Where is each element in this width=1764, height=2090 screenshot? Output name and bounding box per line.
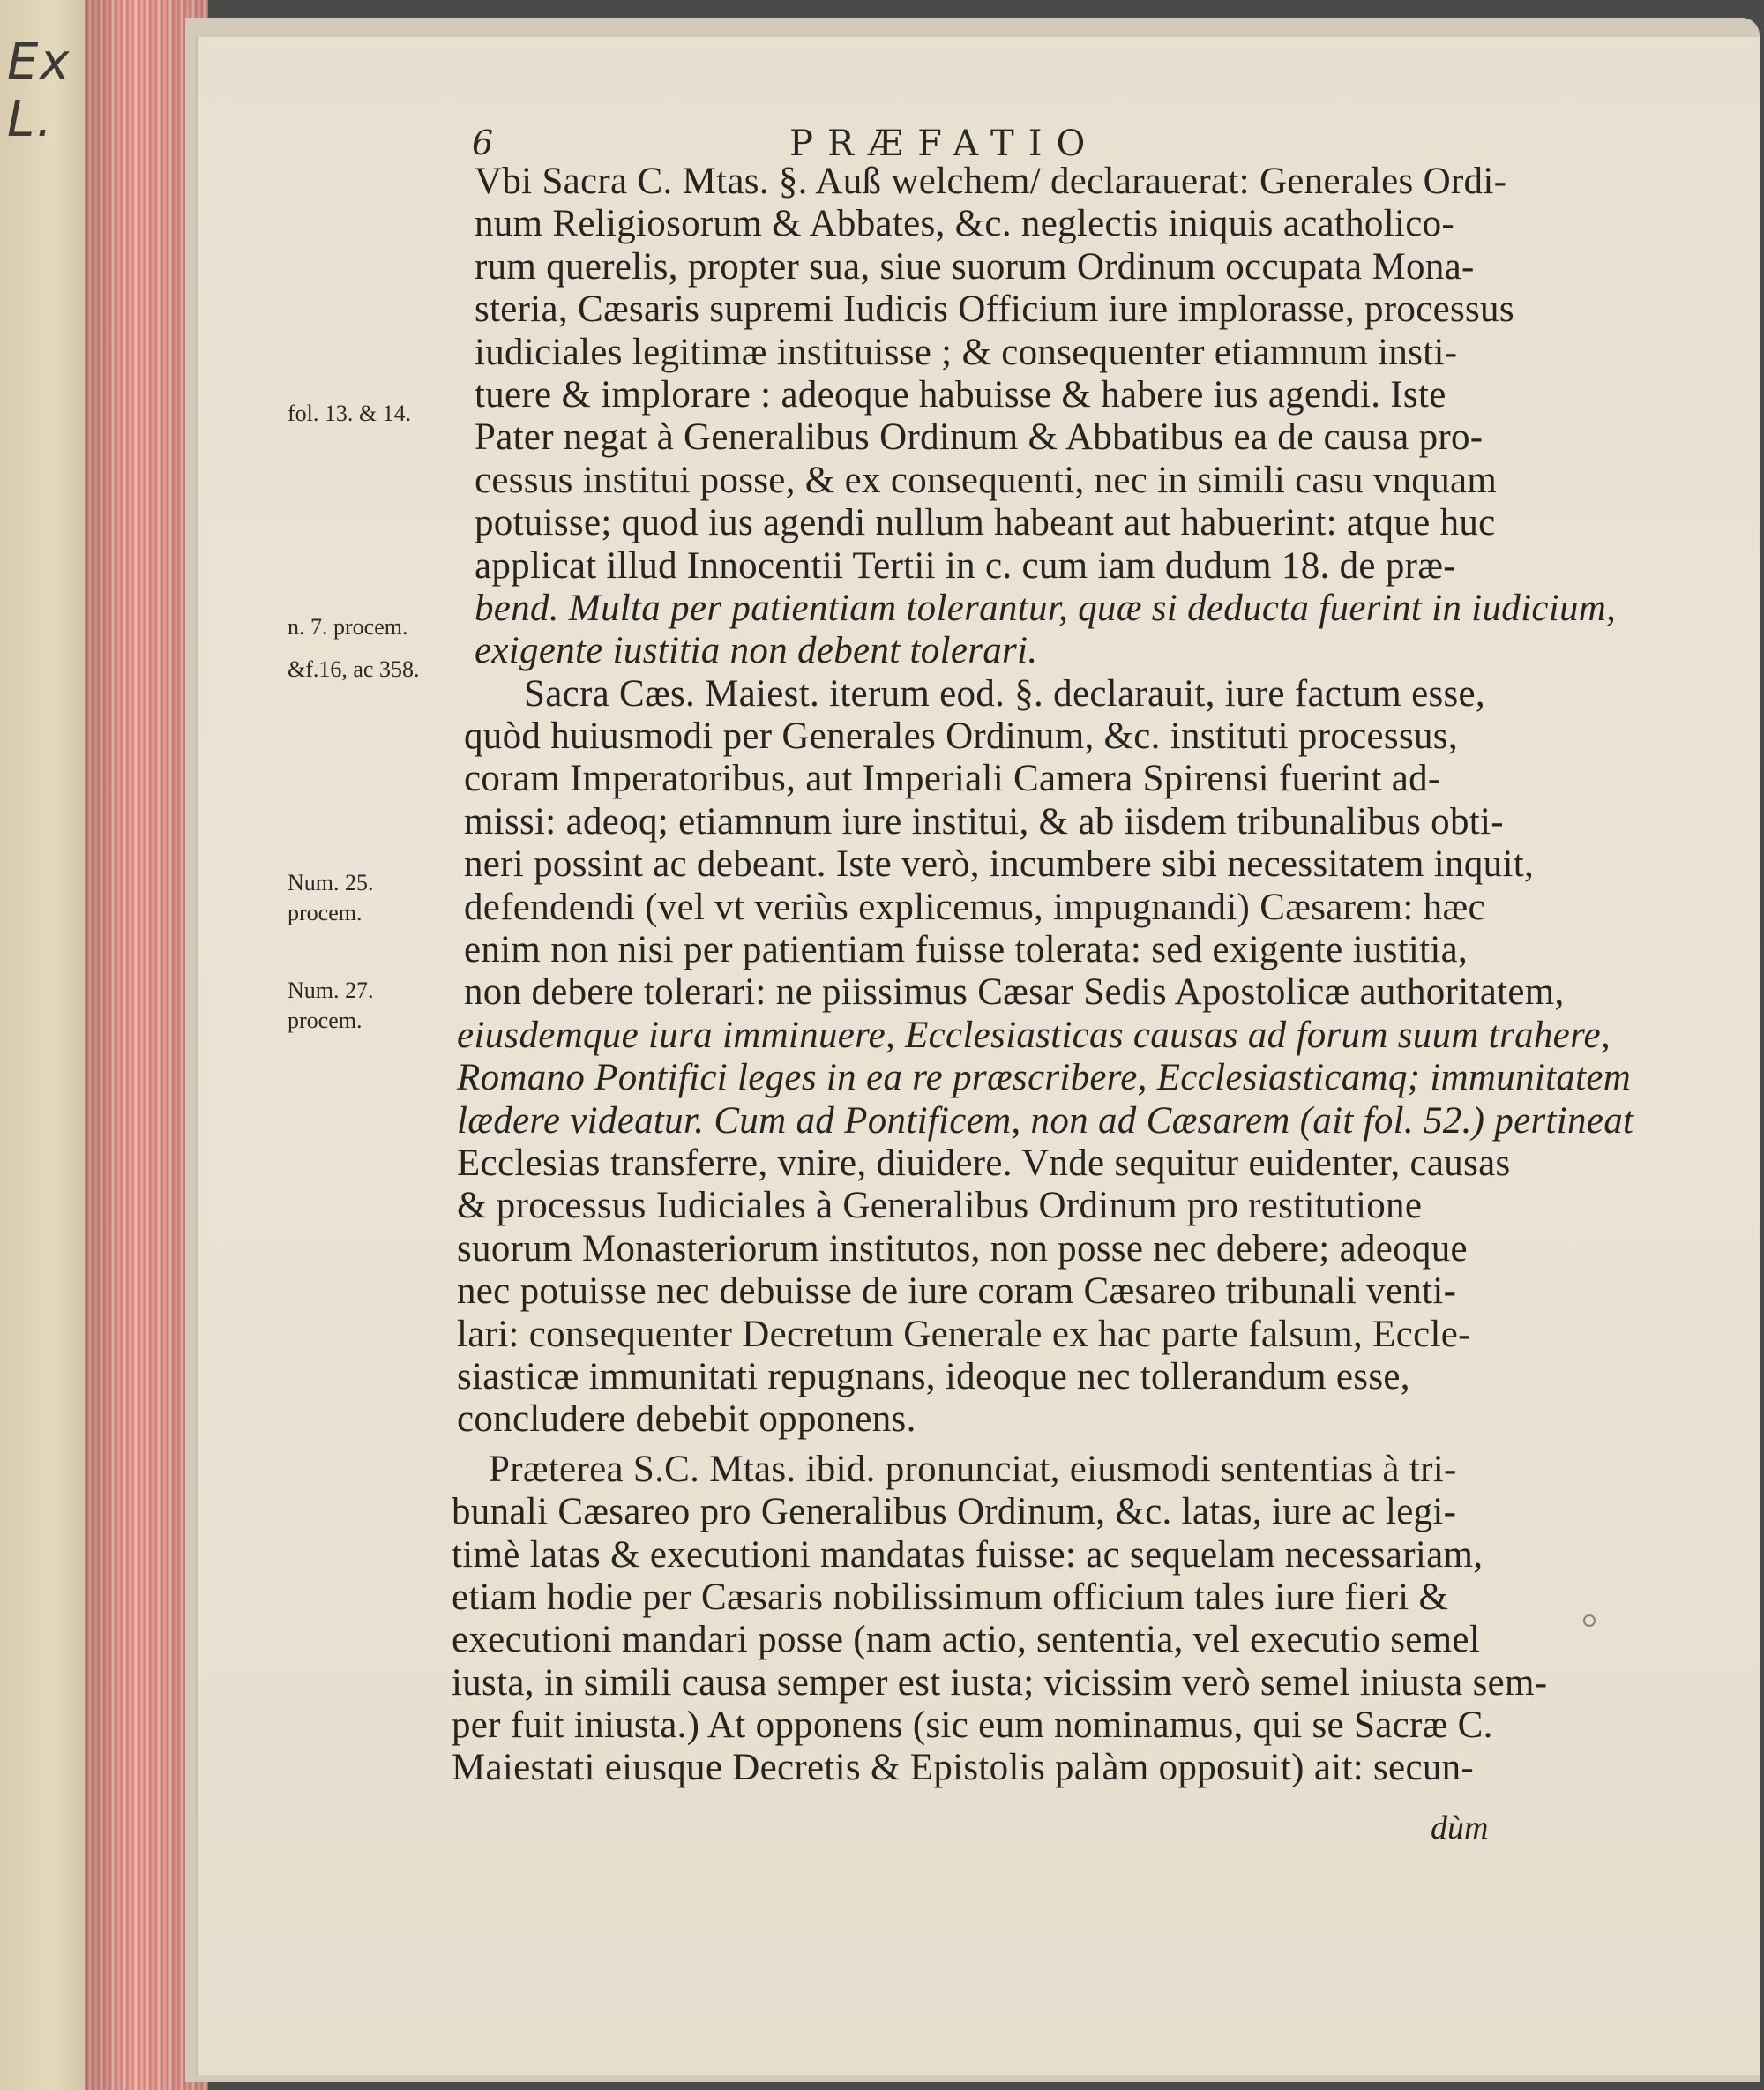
margin-note: Num. 25. [288, 870, 374, 895]
text-line: per fuit iniusta.) At opponens (sic eum nominamus, qui se Sacræ C. [452, 1704, 1493, 1747]
margin-note: Num. 27. [288, 978, 374, 1003]
text-line: nec potuisse nec debuisse de iure coram Cæsareo tribunali venti- [457, 1270, 1457, 1313]
text-line: suorum Monasteriorum institutos, non posse nec debere; adeoque [457, 1227, 1468, 1270]
text-line: applicat illud Innocentii Tertii in c. cum iam dudum 18. de præ- [475, 544, 1456, 587]
text-line: iudiciales legitimæ instituisse ; & consequenter etiamnum insti- [475, 331, 1458, 373]
paper-speck [1583, 1614, 1596, 1627]
text-line: num Religiosorum & Abbates, &c. neglectis iniquis acatholico- [475, 203, 1455, 245]
page-number: 6 [472, 124, 494, 162]
text-line: Maiestati eiusque Decretis & Epistolis palàm opposuit) ait: secun- [452, 1747, 1475, 1789]
margin-note: fol. 13. & 14. [288, 401, 412, 426]
text-line: siasticæ immunitati repugnans, ideoque nec tollerandum esse, [457, 1355, 1410, 1397]
text-line: bunali Cæsareo pro Generalibus Ordinum, &c. latas, iure ac legi- [452, 1491, 1457, 1533]
binding-scrawl: Ex L. [7, 34, 71, 148]
text-line: rum querelis, propter sua, siue suorum Ordinum occupata Mona- [475, 245, 1475, 288]
text-line: steria, Cæsaris supremi Iudicis Officium iure implorasse, processus [475, 288, 1514, 331]
text-line: Vbi Sacra C. Mtas. §. Auß welchem/ declarauerat: Generales Ordi- [475, 161, 1507, 202]
text-line: lædere videatur. Cum ad Pontificem, non ad Cæsarem (ait fol. 52.) pertineat [457, 1099, 1634, 1142]
text-line: concludere debebit opponens. [457, 1398, 916, 1441]
text-line: Ecclesias transferre, vnire, diuidere. Vnde sequitur euidenter, causas [457, 1142, 1511, 1184]
margin-note: n. 7. procem. [288, 614, 408, 640]
text-line: Sacra Cæs. Maiest. iterum eod. §. declarauit, iure factum esse, [524, 672, 1485, 715]
text-line: quòd huiusmodi per Generales Ordinum, &c. instituti processus, [464, 715, 1458, 758]
text-line: non debere tolerari: ne piissimus Cæsar Sedis Apostolicæ authoritatem, [464, 971, 1565, 1014]
text-line: timè latas & executioni mandatas fuisse: ac sequelam necessariam, [452, 1533, 1484, 1576]
text-line: defendendi (vel vt veriùs explicemus, impugnandi) Cæsarem: hæc [464, 886, 1485, 928]
body-text [452, 161, 1634, 1790]
text-line: cessus institui posse, & ex consequenti, nec in simili casu vnquam [475, 459, 1498, 501]
text-line: executioni mandari posse (nam actio, sententia, vel executio semel [452, 1619, 1481, 1661]
text-line: tuere & implorare : adeoque habuisse & habere ius agendi. Iste [475, 373, 1446, 416]
text-line: Romano Pontifici leges in ea re præscribere, Ecclesiasticamq; immunitatem [457, 1057, 1632, 1099]
text-line: etiam hodie per Cæsaris nobilissimum officium tales iure fieri & [452, 1576, 1449, 1618]
text-line: neri possint ac debeant. Iste verò, incumbere sibi necessitatem inquit, [464, 843, 1534, 886]
text-line: lari: consequenter Decretum Generale ex hac parte falsum, Eccle- [457, 1313, 1471, 1355]
text-line: bend. Multa per patientiam tolerantur, quæ si deducta fuerint in iudicium, [475, 587, 1617, 629]
margin-note: procem. [288, 1008, 363, 1033]
page-title: PRÆFATIO [789, 124, 1100, 164]
margin-note: &f.16, ac 358. [288, 656, 420, 682]
catchword: dùm [1431, 1809, 1489, 1847]
text-line: & processus Iudiciales à Generalibus Ordinum pro restitutione [457, 1185, 1423, 1227]
text-line: missi: adeoq; etiamnum iure institui, & ab iisdem tribunalibus obti- [464, 800, 1504, 843]
margin-note: procem. [288, 900, 363, 925]
text-line: enim non nisi per patientiam fuisse tolerata: sed exigente iustitia, [464, 929, 1469, 971]
text-line: Præterea S.C. Mtas. ibid. pronunciat, eiusmodi sententias à tri- [489, 1448, 1457, 1490]
text-line: eiusdemque iura imminuere, Ecclesiasticas causas ad forum suum trahere, [457, 1014, 1611, 1056]
text-line: iusta, in simili causa semper est iusta; vicissim verò semel iniusta sem- [452, 1661, 1548, 1704]
text-line: coram Imperatoribus, aut Imperiali Camera Spirensi fuerint ad- [464, 758, 1441, 800]
text-line: Pater negat à Generalibus Ordinum & Abbatibus ea de causa pro- [475, 416, 1484, 459]
text-line: potuisse; quod ius agendi nullum habeant aut habuerint: atque huc [475, 502, 1496, 544]
text-line: exigente iustitia non debent tolerari. [475, 630, 1038, 672]
